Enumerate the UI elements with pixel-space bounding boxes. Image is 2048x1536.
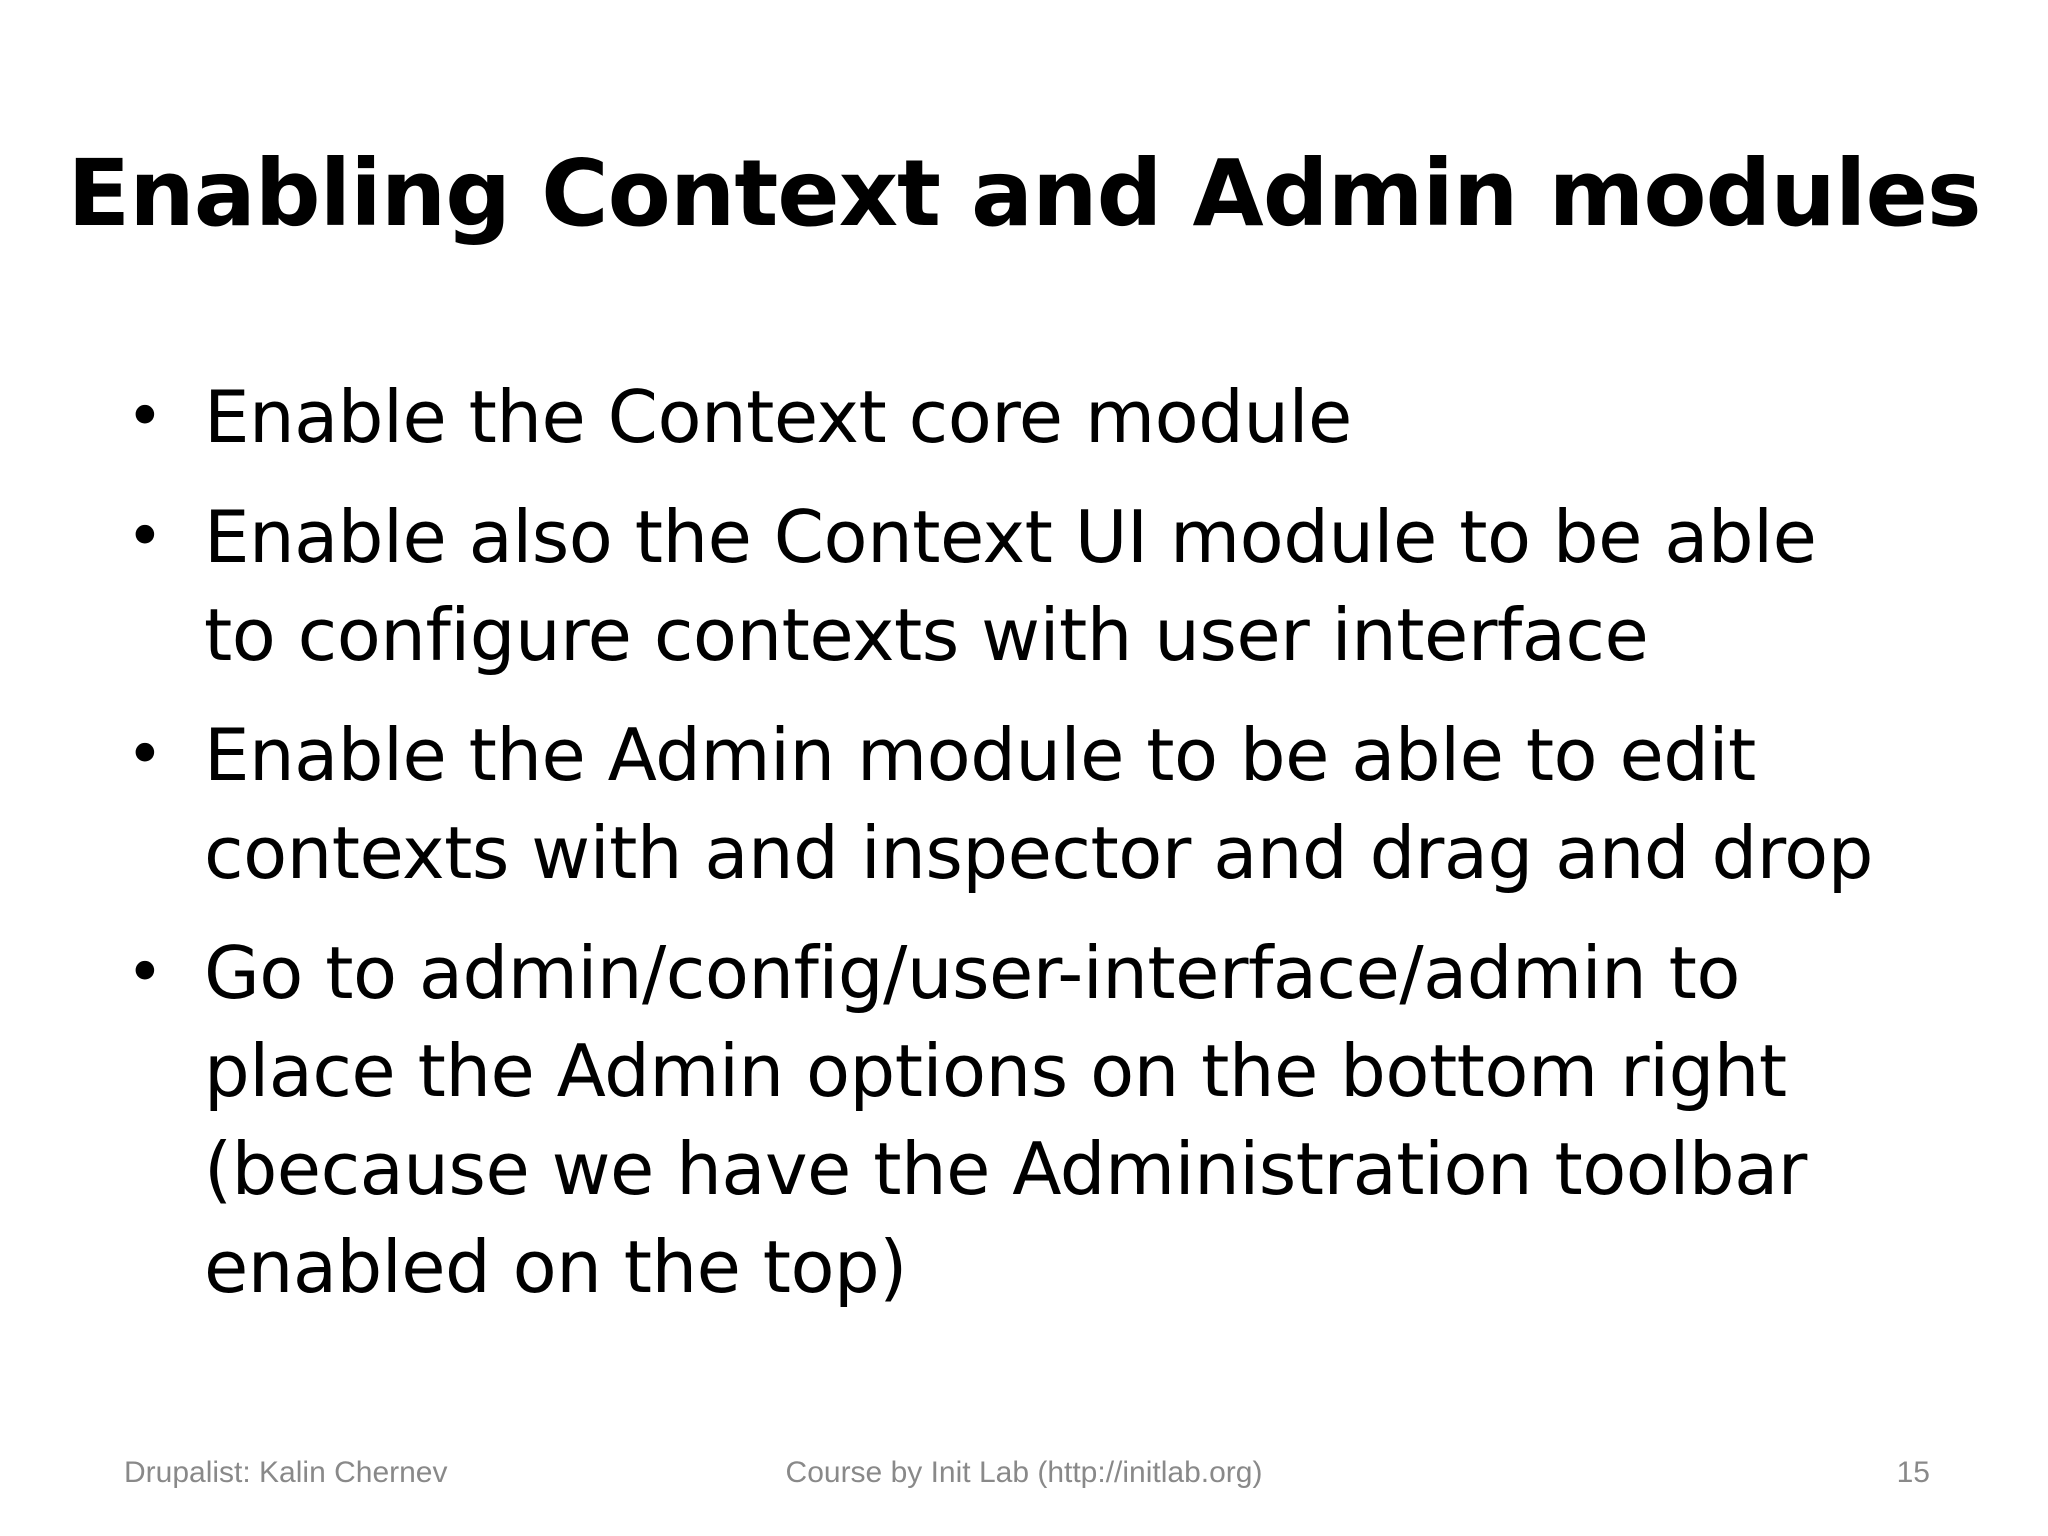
bullet-text-line: Go to admin/config/user-interface/admin to (204, 931, 1740, 1015)
bullet-item (124, 706, 1964, 902)
page-number: 15 (1896, 1456, 1930, 1489)
bullet-text-line: Enable also the Context UI module to be able (204, 495, 1817, 579)
slide-title: Enabling Context and Admin modules (67, 140, 1981, 247)
bullet-icon: • (126, 718, 164, 792)
bullet-item (124, 924, 1964, 1316)
bullet-item (124, 488, 1964, 684)
footer-author: Drupalist: Kalin Chernev (124, 1456, 448, 1489)
bullet-text-line: contexts with and inspector and drag and drop (204, 811, 1873, 895)
bullet-icon: • (126, 380, 164, 454)
bullet-list (124, 368, 1964, 1338)
bullet-item (124, 368, 1964, 466)
bullet-icon: • (126, 936, 164, 1010)
bullet-text-line: Enable the Admin module to be able to edit (204, 713, 1756, 797)
bullet-text-line: to configure contexts with user interface (204, 593, 1649, 677)
bullet-text-line: place the Admin options on the bottom right (204, 1029, 1787, 1113)
bullet-text-line: (because we have the Administration toolbar (204, 1127, 1807, 1211)
bullet-icon: • (126, 500, 164, 574)
bullet-text-line: enabled on the top) (204, 1225, 907, 1309)
footer-course: Course by Init Lab (http://initlab.org) (785, 1456, 1263, 1489)
bullet-text-line: Enable the Context core module (204, 375, 1352, 459)
